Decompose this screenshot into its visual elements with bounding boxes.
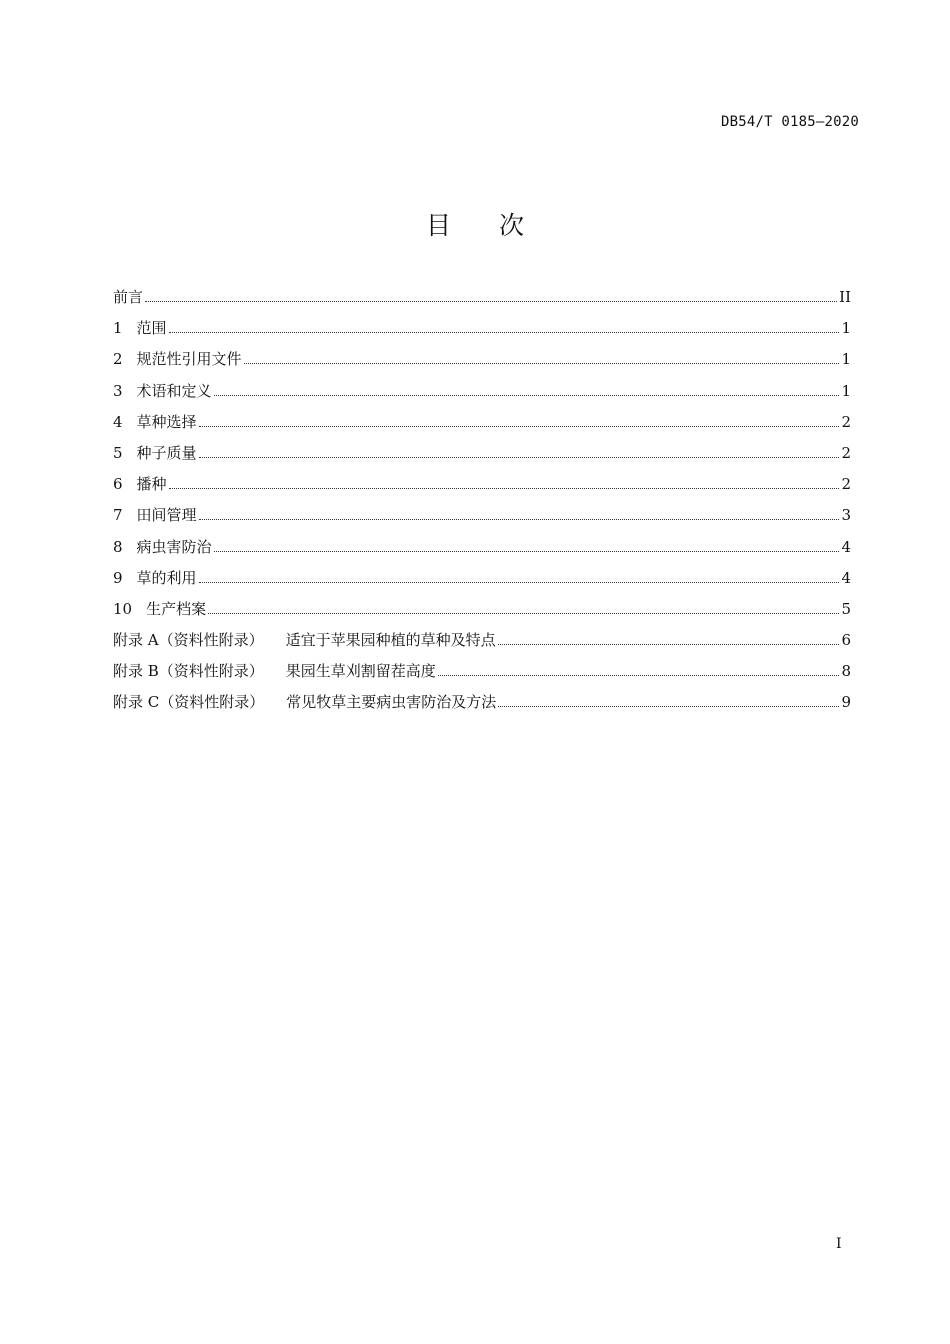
toc-entry-5[interactable] (113, 443, 851, 474)
toc-leader-dots (199, 581, 840, 583)
toc-leader-dots (169, 331, 840, 333)
toc-entry-label: 种子质量 (136, 443, 197, 462)
toc-entry-10[interactable] (113, 599, 851, 630)
toc-entry-7[interactable] (113, 505, 851, 536)
toc-entry-number: 10 (113, 599, 133, 618)
toc-entry-number: 8 (113, 537, 123, 556)
toc-entry-label: 草种选择 (136, 412, 197, 431)
toc-entry-page: 4 (841, 537, 851, 556)
toc-entry-foreword[interactable] (113, 287, 851, 318)
toc-appendix-label: 常见牧草主要病虫害防治及方法 (286, 693, 497, 712)
toc-leader-dots (145, 300, 837, 302)
toc-entry-9[interactable] (113, 568, 851, 599)
toc-appendix-label: 果园生草刈割留茬高度 (285, 662, 436, 681)
toc-entry-number: 4 (113, 412, 123, 431)
toc-leader-dots (199, 425, 840, 427)
page-number: I (836, 1236, 842, 1252)
toc-entry-page: II (839, 288, 851, 306)
toc-appendix-prefix: 附录 B（资料性附录） (113, 662, 264, 681)
toc-entry-page: 6 (841, 631, 851, 650)
toc-leader-dots (199, 518, 840, 520)
toc-entry-label: 草的利用 (136, 568, 197, 587)
page-title: 目次 (425, 211, 572, 240)
toc-entry-label: 前言 (113, 288, 144, 306)
toc-entry-label: 规范性引用文件 (136, 350, 242, 369)
toc-entry-page: 4 (841, 568, 851, 587)
toc-entry-4[interactable] (113, 412, 851, 443)
toc-entry-page: 2 (841, 475, 851, 494)
toc-entry-number: 5 (113, 443, 123, 462)
toc-entry-number: 7 (113, 506, 123, 525)
toc-leader-dots (199, 456, 840, 458)
toc-entry-page: 5 (841, 599, 851, 618)
toc-leader-dots (498, 705, 839, 707)
toc-appendix-b[interactable] (113, 661, 851, 692)
toc-entry-label: 播种 (136, 475, 167, 494)
toc-appendix-prefix: 附录 A（资料性附录） (113, 631, 264, 650)
toc-leader-dots (498, 643, 840, 645)
toc-entry-8[interactable] (113, 537, 851, 568)
toc-entry-number: 2 (113, 350, 123, 369)
toc-entry-number: 1 (113, 319, 123, 338)
toc-leader-dots (244, 362, 840, 364)
toc-leader-dots (214, 550, 840, 552)
toc-entry-number: 9 (113, 568, 123, 587)
toc-entry-page: 2 (841, 443, 851, 462)
document-id: DB54/T 0185—2020 (720, 114, 859, 130)
toc-appendix-c[interactable] (113, 692, 851, 723)
toc-entry-page: 1 (841, 381, 851, 400)
toc-entry-label: 生产档案 (146, 599, 207, 618)
toc-entry-3[interactable] (113, 381, 851, 412)
toc-entry-page: 2 (841, 412, 851, 431)
toc-entry-label: 术语和定义 (136, 381, 212, 400)
toc-entry-label: 范围 (136, 319, 167, 338)
toc-leader-dots (169, 487, 840, 489)
table-of-contents (113, 287, 851, 724)
toc-appendix-prefix: 附录 C（资料性附录） (113, 693, 265, 712)
toc-entry-page: 8 (841, 662, 851, 681)
toc-entry-6[interactable] (113, 474, 851, 505)
toc-entry-label: 田间管理 (136, 506, 197, 525)
toc-entry-2[interactable] (113, 349, 851, 380)
toc-entry-1[interactable] (113, 318, 851, 349)
toc-entry-number: 6 (113, 475, 123, 494)
toc-appendix-label: 适宜于苹果园种植的草种及特点 (285, 631, 496, 650)
toc-leader-dots (208, 612, 839, 614)
toc-entry-page: 1 (841, 350, 851, 369)
toc-entry-page: 1 (841, 319, 851, 338)
toc-leader-dots (438, 674, 840, 676)
toc-appendix-a[interactable] (113, 630, 851, 661)
toc-entry-number: 3 (113, 381, 123, 400)
toc-entry-page: 9 (841, 693, 851, 712)
toc-leader-dots (214, 394, 840, 396)
toc-entry-page: 3 (841, 506, 851, 525)
toc-entry-label: 病虫害防治 (136, 537, 212, 556)
